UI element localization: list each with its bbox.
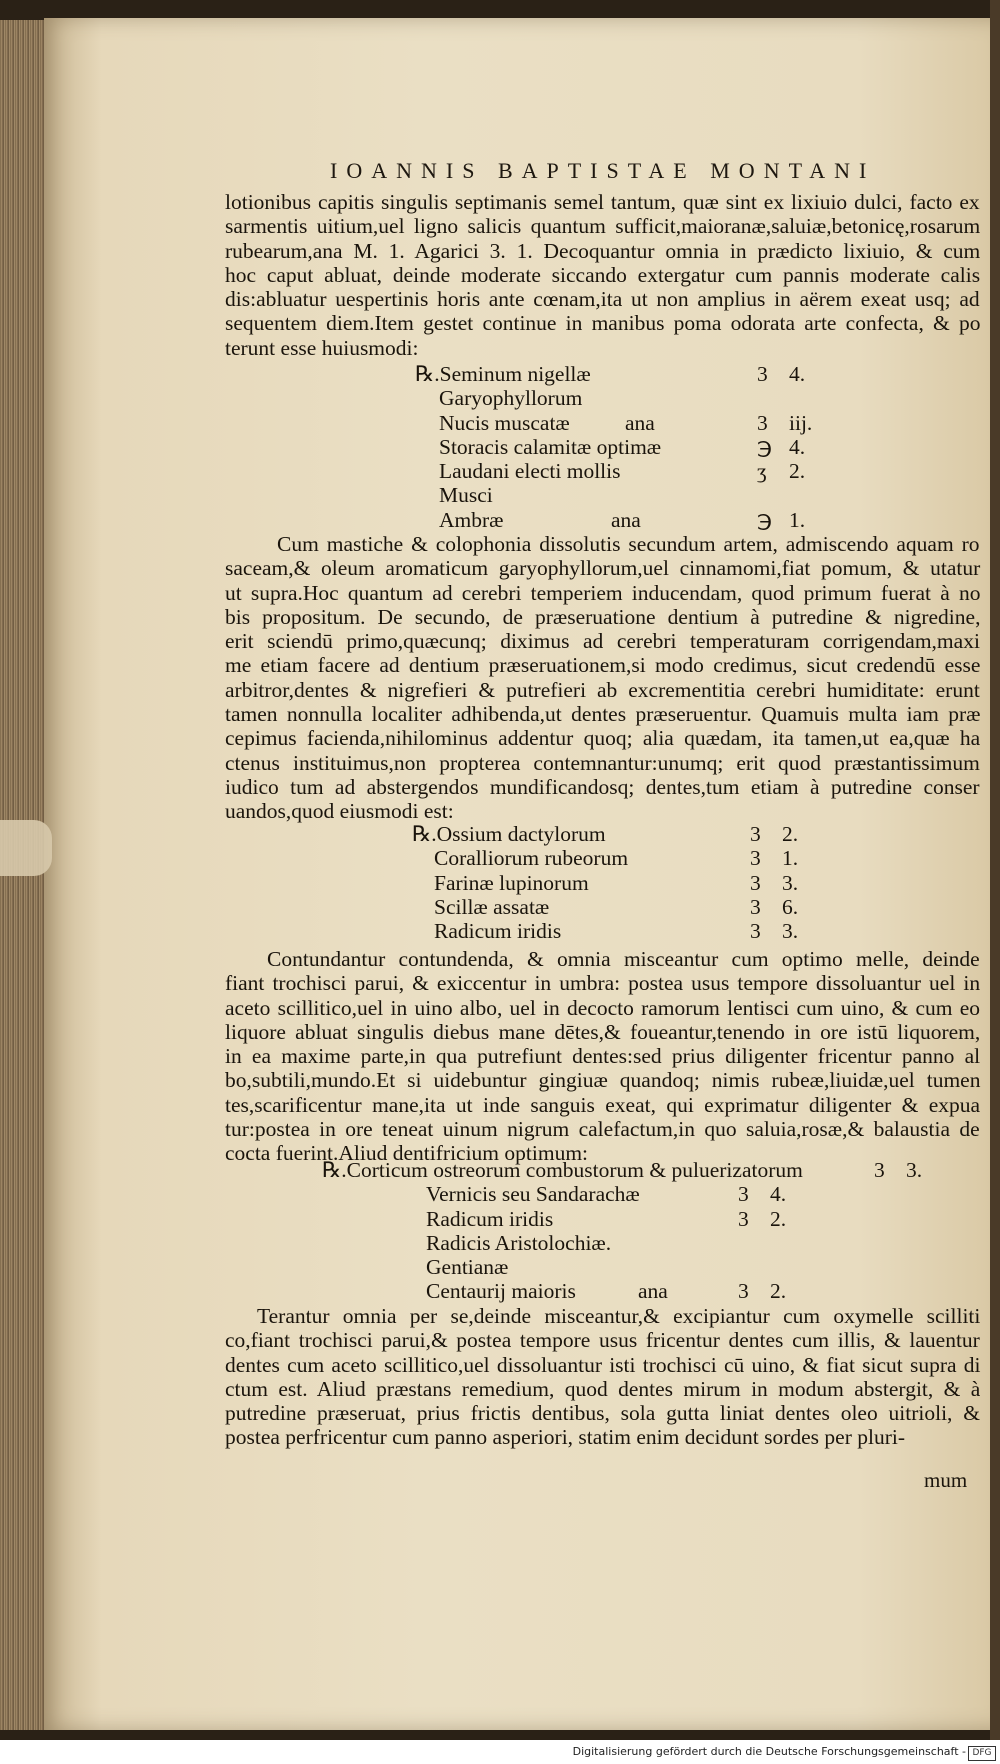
text-line: rubearum,ana M. 1. Agarici 3. 1. Decoquantur omnia in prædicto lixiuio, & cum bbox=[225, 238, 981, 263]
recipe-2 bbox=[412, 822, 832, 943]
unit-symbol: 3 bbox=[750, 846, 761, 871]
text-line: dentes cum aceto scillitico,uel dissoluantur isti trochisci cū uino, & fiat sicut supra di bbox=[225, 1352, 981, 1377]
recipe-line bbox=[415, 459, 835, 483]
running-head: IOANNIS BAPTISTAE MONTANI bbox=[330, 158, 876, 183]
text-line: postea perfricentur cum panno asperiori, statim enim decidunt sordes per pluri- bbox=[225, 1425, 906, 1450]
paragraph-3 bbox=[225, 947, 980, 1166]
ingredient-name: Radicis Aristolochiæ. bbox=[426, 1230, 612, 1255]
recipe-line bbox=[415, 483, 835, 507]
quantity: 3. bbox=[906, 1158, 923, 1182]
ingredient-name: Radicum iridis bbox=[426, 1206, 554, 1231]
text-line: erit sciendū primo,quæcunq; diximus ad cerebri temperaturam corrigendam,maxi bbox=[225, 629, 980, 654]
ingredient-name: Musci bbox=[439, 483, 493, 508]
unit-symbol: 3 bbox=[757, 362, 768, 386]
ingredient-name: Centaurij maioris bbox=[426, 1279, 576, 1304]
recipe-line bbox=[322, 1207, 962, 1231]
unit-symbol: ʒ bbox=[757, 459, 767, 484]
unit-symbol: 3 bbox=[738, 1279, 749, 1304]
text-line: lotionibus capitis singulis septimanis semel tantum, quæ sint ex lixiuio dulci, facto ex bbox=[225, 190, 980, 214]
text-line: terunt esse huiusmodi: bbox=[225, 335, 419, 360]
book-right-edge bbox=[990, 0, 1000, 1740]
unit-symbol: 3 bbox=[738, 1206, 749, 1231]
quantity: 4. bbox=[789, 362, 806, 386]
text-line: Terantur omnia per se,deinde misceantur,& excipiantur cum oxymelle scilliti bbox=[257, 1304, 981, 1328]
ingredient-name: Storacis calamitæ optimæ bbox=[439, 434, 662, 459]
quantity: 4. bbox=[789, 434, 806, 459]
text-line: dis:abluatur uespertinis horis ante cœnam,ita ut non amplius in aërem exeat usq; ad bbox=[225, 287, 980, 312]
text-line: co,fiant trochisci parui,& postea tempore usus fricentur dentes cum illis, & lauentur bbox=[225, 1328, 980, 1353]
recipe-line bbox=[322, 1182, 962, 1206]
text-line: sequentem diem.Item gestet continue in manibus poma odorata arte confecta, & po bbox=[225, 311, 981, 336]
ingredient-name: Scillæ assatæ bbox=[434, 894, 550, 919]
recipe-line bbox=[322, 1279, 962, 1303]
paragraph-1 bbox=[225, 190, 980, 360]
quantity: 3. bbox=[782, 919, 799, 944]
text-line: ctum est. Aliud præstans remedium, quod dentes mirum in modum abstergit, & à bbox=[225, 1376, 981, 1401]
text-line: Cum mastiche & colophonia dissolutis secundum artem, admiscendo aquam ro bbox=[277, 532, 980, 556]
quantity: 1. bbox=[789, 507, 806, 532]
ana-mark: ana bbox=[611, 507, 641, 532]
ingredient-name: Gentianæ bbox=[426, 1255, 509, 1280]
quantity: 2. bbox=[789, 459, 806, 484]
text-line: liquore abluat singulis diebus mane dētes,& foueantur,tenendo in ore istū liquorem, bbox=[225, 1019, 981, 1044]
text-line: tes,scarificentur mane,ita ut inde sanguis exeat, qui exprimatur diligenter & expua bbox=[225, 1092, 981, 1117]
text-line: saceam,& oleum aromaticum garyophyllorum,uel cinnamomi,fiat pomum, & utatur bbox=[225, 556, 981, 581]
paragraph-2 bbox=[225, 532, 980, 824]
ingredient-name: ℞.Seminum nigellæ bbox=[415, 362, 591, 386]
text-line: fiant trochisci parui, & exiccentur in umbra: postea usus tempore dissoluantur uel in bbox=[225, 971, 981, 996]
recipe-line bbox=[412, 822, 832, 846]
text-line: iudico tum ad abstergendos mundificandosq; dentes,tum etiam à putredine conser bbox=[225, 774, 980, 799]
text-line: ut supra.Hoc quantum ad cerebri temperiem inducendam, quod primum fuerat à no bbox=[225, 580, 981, 605]
ingredient-name: Farinæ lupinorum bbox=[434, 870, 589, 895]
unit-symbol: 3 bbox=[757, 410, 768, 435]
recipe-3 bbox=[322, 1158, 962, 1304]
recipe-line bbox=[322, 1255, 962, 1279]
unit-symbol: 3 bbox=[750, 822, 761, 846]
footer-credit: Digitalisierung gefördert durch die Deutsche Forschungsgemeinschaft - bbox=[572, 1745, 966, 1758]
digitization-footer bbox=[0, 1742, 1000, 1764]
text-line: arbitror,dentes & nigrefieri & putrefieri ab excrementitia cerebri humiditate: erunt bbox=[225, 677, 980, 702]
recipe-line bbox=[415, 508, 835, 532]
unit-symbol: 3 bbox=[750, 894, 761, 919]
recipe-line bbox=[412, 919, 832, 943]
unit-symbol: 3 bbox=[874, 1158, 885, 1182]
text-line: ctenus instituimus,non propterea contemnantur:unumq; erit quod præstantissimum bbox=[225, 750, 980, 775]
text-line: bo,subtili,mundo.Et si uidebuntur gingiuæ quandoq; nimis rubeæ,liuidæ,uel tumen bbox=[225, 1068, 981, 1093]
quantity: 3. bbox=[782, 870, 799, 895]
ana-mark: ana bbox=[625, 410, 655, 435]
dfg-logo: DFG bbox=[968, 1746, 996, 1761]
paragraph-4 bbox=[225, 1304, 980, 1450]
quantity: 2. bbox=[782, 822, 799, 846]
text-line: aceto scillitico,uel in uino albo, uel in decocto ramorum lentisci cum uino, & cum eo bbox=[225, 995, 981, 1020]
recipe-1 bbox=[415, 362, 835, 532]
recipe-line bbox=[412, 895, 832, 919]
text-line: uandos,quod eiusmodi est: bbox=[225, 799, 454, 824]
quantity: iij. bbox=[789, 410, 813, 435]
bookmark-tab bbox=[0, 820, 52, 876]
text-line: sarmentis uitium,uel ligno salicis quantum sufficit,maioranæ,saluiæ,betonicę,rosarum bbox=[225, 214, 981, 239]
recipe-line bbox=[322, 1158, 962, 1182]
recipe-line bbox=[415, 386, 835, 410]
text-line: cocta fuerint.Aliud dentifricium optimum: bbox=[225, 1141, 589, 1166]
recipe-line bbox=[412, 846, 832, 870]
ana-mark: ana bbox=[638, 1279, 668, 1304]
ingredient-name: Radicum iridis bbox=[434, 919, 562, 944]
ingredient-name: Vernicis seu Sandarachæ bbox=[426, 1182, 640, 1207]
ingredient-name: Nucis muscatæ bbox=[439, 410, 570, 435]
unit-symbol: ℈ bbox=[757, 507, 773, 532]
ingredient-name: ℞.Ossium dactylorum bbox=[412, 822, 606, 846]
quantity: 2. bbox=[770, 1206, 787, 1231]
text-line: tur:postea in ore teneat uinum nigrum calefactum,in quo saluia,rosæ,& balaustia de bbox=[225, 1117, 980, 1142]
text-line: tamen nonnulla localiter adhibenda,ut dentes præseruentur. Quamuis multa iam præ bbox=[225, 702, 981, 727]
ingredient-name: ℞.Corticum ostreorum combustorum & puluerizatorum bbox=[322, 1158, 803, 1182]
catchword: mum bbox=[924, 1468, 968, 1492]
ingredient-name: Ambræ bbox=[439, 507, 504, 532]
recipe-line bbox=[415, 435, 835, 459]
text-line: hoc caput abluat, deinde moderate siccando extergatur cum pannis moderate calis bbox=[225, 262, 981, 287]
ingredient-name: Laudani electi mollis bbox=[439, 459, 621, 484]
quantity: 1. bbox=[782, 846, 799, 871]
text-line: bis propositum. De secundo, de præseruatione dentium à putredine & nigredine, bbox=[225, 604, 981, 629]
quantity: 2. bbox=[770, 1279, 787, 1304]
text-line: Contundantur contundenda, & omnia misceantur cum optimo melle, deinde bbox=[267, 947, 980, 971]
text-line: putredine præseruat, prius frictis dentibus, sola gutta liniat dentes oleo uitrioli, & bbox=[225, 1401, 980, 1426]
text-line: me etiam facere ad dentium præseruationem,si modo credimus, sicut credendū esse bbox=[225, 653, 981, 678]
quantity: 4. bbox=[770, 1182, 787, 1207]
text-line: cepimus facienda,nihilominus addentur quoq; alia quædam, ita tamen,ut ea,quæ ha bbox=[225, 726, 981, 751]
unit-symbol: 3 bbox=[738, 1182, 749, 1207]
ingredient-name: Garyophyllorum bbox=[439, 386, 583, 411]
recipe-line bbox=[322, 1231, 962, 1255]
unit-symbol: 3 bbox=[750, 870, 761, 895]
unit-symbol: ℈ bbox=[757, 434, 773, 459]
recipe-line bbox=[415, 411, 835, 435]
unit-symbol: 3 bbox=[750, 919, 761, 944]
recipe-line bbox=[412, 871, 832, 895]
recipe-line bbox=[415, 362, 835, 386]
quantity: 6. bbox=[782, 894, 799, 919]
text-line: in ea maxime parte,in qua putrefiunt dentes:sed prius diligenter fricentur panno al bbox=[225, 1044, 981, 1069]
ingredient-name: Coralliorum rubeorum bbox=[434, 846, 629, 871]
